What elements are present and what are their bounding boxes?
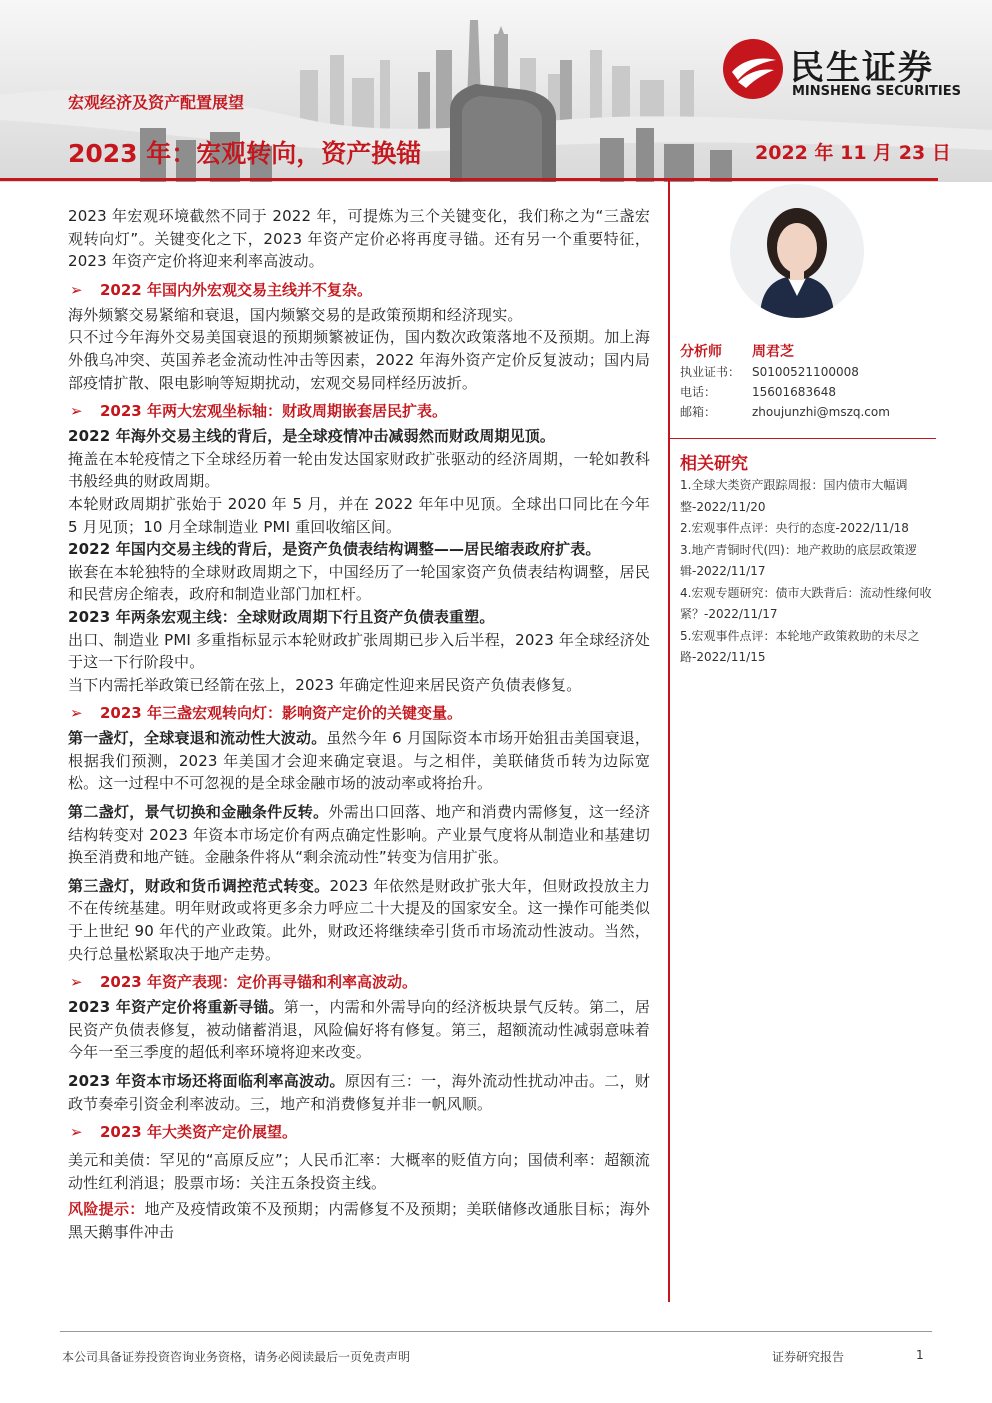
- paragraph: 出口、制造业 PMI 多重指标显示本轮财政扩张周期已步入后半程，2023 年全球经济处于这一下行阶段中。: [68, 630, 650, 672]
- column-divider: [668, 181, 670, 1302]
- related-item[interactable]: 2.宏观事件点评：央行的态度-2022/11/18: [680, 521, 909, 535]
- related-item[interactable]: 1.全球大类资产跟踪周报：国内债市大幅调整-2022/11/20: [680, 478, 908, 514]
- arrow-bullet-icon: ➢: [70, 704, 83, 723]
- analyst-avatar: [730, 184, 864, 318]
- arrow-bullet-icon: ➢: [70, 973, 83, 992]
- related-item[interactable]: 5.宏观事件点评：本轮地产政策救助的未尽之路-2022/11/15: [680, 628, 920, 664]
- bold-paragraph: 2022 年国内交易主线的背后，是资产负债表结构调整——居民缩表政府扩表。: [68, 540, 601, 559]
- report-date: 2022 年 11 月 23 日: [755, 142, 951, 164]
- analyst-name-row: 分析师 周君芝: [680, 344, 794, 360]
- report-title: 2023 年：宏观转向，资产换锚: [68, 139, 422, 168]
- analyst-email-row: 邮箱： zhoujunzhi@mszq.com: [680, 405, 890, 419]
- related-item[interactable]: 4.宏观专题研究：债市大跌背后：流动性缘何收紧？-2022/11/17: [680, 585, 932, 621]
- paragraph: 美元和美债：罕见的“高原反应”；人民币汇率：大概率的贬值方向；国债利率：超额流动性红利消退；股票市场：关注五条投资主线。: [68, 1151, 650, 1192]
- section-heading-2: ➢ 2023 年两大宏观坐标轴：财政周期嵌套居民扩表。: [70, 402, 447, 421]
- footer-divider: [60, 1331, 932, 1332]
- section-heading-3: ➢ 2023 年三盏宏观转向灯：影响资产定价的关键变量。: [70, 704, 462, 723]
- header-divider: [0, 178, 938, 181]
- brand-name: 民生证券: [790, 48, 934, 88]
- brand-name-en: MINSHENG SECURITIES: [792, 84, 961, 99]
- paragraph: 第二盏灯，景气切换和金融条件反转。外需出口回落、地产和消费内需修复，这一经济结构转变对 2023 年资本市场定价有两点确定性影响。产业景气度将从制造业和基建切换至消费和地产链。金融条件将从“剩余流动性”转变为信用扩张。: [68, 803, 651, 867]
- related-research-list: [680, 475, 932, 669]
- analyst-email: zhoujunzhi@mszq.com: [752, 405, 890, 419]
- analyst-phone-row: 电话： 15601683648: [680, 385, 836, 399]
- analyst-photo-icon: [730, 184, 864, 318]
- paragraph: 嵌套在本轮独特的全球财政周期之下，中国经历了一轮国家资产负债表结构调整，居民和民营房企缩表，政府和制造业部门加杠杆。: [68, 562, 650, 604]
- risk-warning: 风险提示：地产及疫情政策不及预期；内需修复不及预期；美联储修改通胀目标；海外黑天鹅事件冲击: [68, 1200, 650, 1241]
- report-series: 宏观经济及资产配置展望: [68, 93, 245, 112]
- minsheng-logo-icon: [722, 38, 784, 100]
- related-research-title: 相关研究: [680, 454, 748, 474]
- paragraph: 第三盏灯，财政和货币调控范式转变。2023 年依然是财政扩张大年，但财政投放主力不在传统基建。明年财政或将更多余力呼应二十大提及的国家安全。这一操作可能类似于上世纪 90 年代的产业政策。此外，财政还将继续牵引货币市场流动性波动。当然，央行总量松紧取决于地产走势。: [68, 876, 650, 963]
- sidebar-divider: [670, 438, 936, 439]
- intro-paragraph: 2023 年宏观环境截然不同于 2022 年，可提炼为三个关键变化，我们称之为“三盏宏观转向灯”。关键变化之下，2023 年资产定价必将再度寻锚。还有另一个重要特征，2023 年资产定价将迎来利率高波动。: [68, 207, 650, 271]
- page-number: 1: [916, 1348, 924, 1362]
- header-banner: [0, 0, 992, 182]
- main-content: [68, 205, 650, 1244]
- paragraph: 2023 年资本市场还将面临利率高波动。原因有三：一，海外流动性扰动冲击。二，财政节奏牵引资金利率波动。三，地产和消费修复并非一帆风顺。: [68, 1072, 650, 1113]
- related-item[interactable]: 3.地产青铜时代(四)：地产救助的底层政策逻辑-2022/11/17: [680, 542, 917, 578]
- footer-report-type: 证券研究报告: [772, 1350, 845, 1364]
- section-heading-1: ➢ 2022 年国内外宏观交易主线并不复杂。: [70, 280, 372, 299]
- paragraph: 只不过今年海外交易美国衰退的预期频繁被证伪，国内数次政策落地不及预期。加上海外俄乌冲突、英国养老金流动性冲击等因素，2022 年海外资产定价反复波动；国内局部疫情扩散、限电影响等短期扰动，宏观交易同样经历波折。: [68, 328, 650, 392]
- analyst-cert-row: 执业证书： S0100521100008: [680, 365, 859, 379]
- arrow-bullet-icon: ➢: [70, 402, 83, 421]
- bold-paragraph: 2023 年两条宏观主线：全球财政周期下行且资产负债表重塑。: [68, 607, 495, 626]
- analyst-info: [680, 342, 930, 422]
- paragraph: 掩盖在本轮疫情之下全球经历着一轮由发达国家财政扩张驱动的经济周期，一轮如教科书般经典的财政周期。: [68, 449, 650, 491]
- arrow-bullet-icon: ➢: [70, 280, 83, 299]
- section-heading-5: ➢ 2023 年大类资产定价展望。: [70, 1123, 297, 1142]
- section-heading-4: ➢ 2023 年资产表现：定价再寻锚和利率高波动。: [70, 973, 417, 992]
- brand-logo: [722, 38, 972, 108]
- arrow-bullet-icon: ➢: [70, 1123, 83, 1142]
- footer-disclaimer: 本公司具备证券投资咨询业务资格，请务必阅读最后一页免责声明: [62, 1350, 411, 1364]
- paragraph: 2023 年资产定价将重新寻锚。第一，内需和外需导向的经济板块景气反转。第二，居民资产负债表修复，被动储蓄消退，风险偏好将有修复。第三，超额流动性减弱意味着今年一至三季度的超低利率环境将迎来改变。: [68, 998, 650, 1062]
- analyst-name: 周君芝: [752, 344, 794, 360]
- paragraph: 当下内需托举政策已经箭在弦上，2023 年确定性迎来居民资产负债表修复。: [68, 675, 582, 694]
- paragraph: 本轮财政周期扩张始于 2020 年 5 月，并在 2022 年年中见顶。全球出口同比在今年 5 月见顶；10 月全球制造业 PMI 重回收缩区间。: [68, 494, 650, 536]
- bold-paragraph: 2022 年海外交易主线的背后，是全球疫情冲击减弱然而财政周期见顶。: [68, 427, 556, 446]
- paragraph: 海外频繁交易紧缩和衰退，国内频繁交易的是政策预期和经济现实。: [68, 305, 523, 324]
- paragraph: 第一盏灯，全球衰退和流动性大波动。虽然今年 6 月国际资本市场开始狙击美国衰退，根据我们预测，2023 年美国才会迎来确定衰退。与之相伴，美联储货币转为边际宽松。这一过程中不可忽视的是全球金融市场的波动率或将抬升。: [68, 729, 650, 793]
